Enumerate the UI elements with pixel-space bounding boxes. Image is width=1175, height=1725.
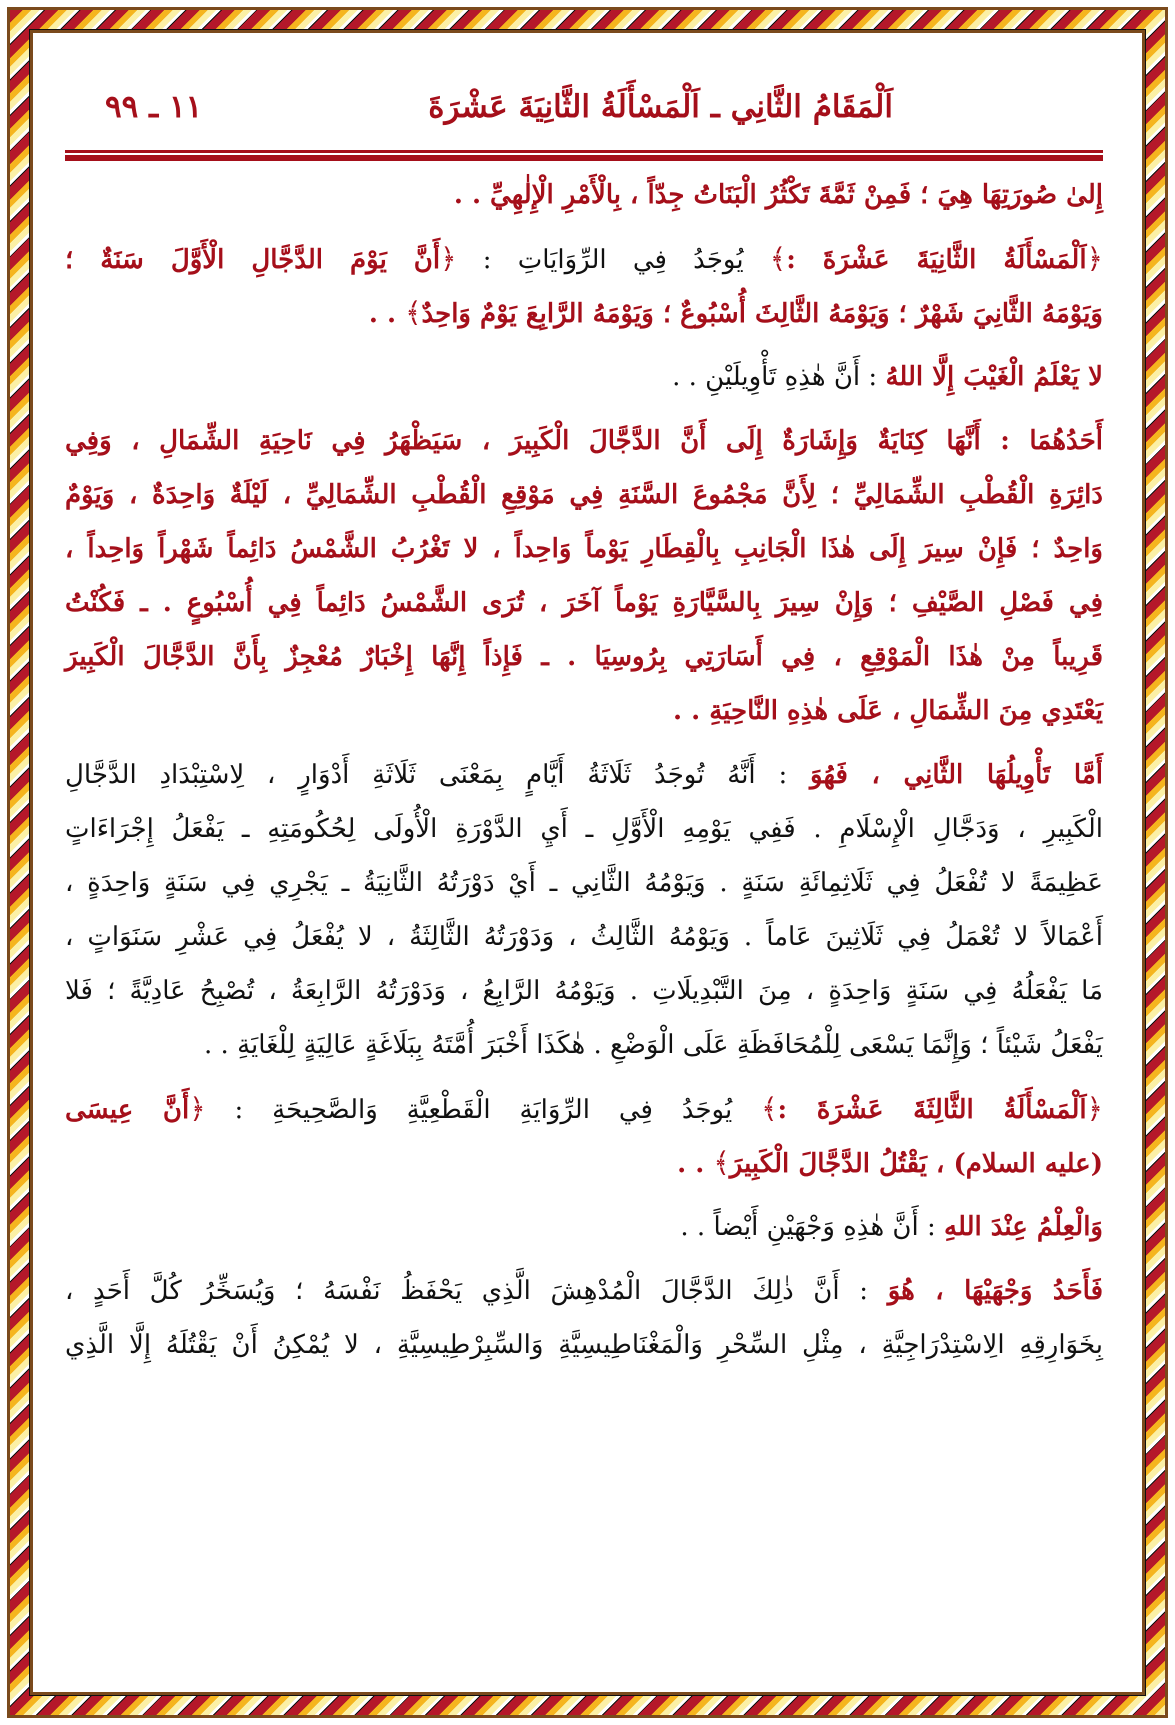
text-line <box>65 1136 1103 1190</box>
text-line <box>65 522 1103 576</box>
ornamental-bracket-icon: ﴿ <box>1086 242 1103 275</box>
ornamental-bracket-icon: ﴿ <box>189 1092 206 1125</box>
ornamental-bracket-icon: ﴾ <box>769 242 787 275</box>
ornamental-bracket-icon: ﴿ <box>440 242 457 275</box>
text-segment: قَرِيباً مِنْ هٰذَا الْمَوْقِعِ ، فِي أَسَارَتِي بِرُوسِيَا . ـ فَإِذاً إِنَّهَا إِخْبَارٌ مُعْجِزٌ بِأَنَّ الدَّجَّالَ الْكَبِيرَ <box>65 642 1103 672</box>
text-line <box>65 1200 1103 1254</box>
text-segment: فِي فَصْلِ الصَّيْفِ ؛ وَإِنْ سِيرَ بِالسَّيَّارَةِ يَوْماً آخَرَ ، تُرَى الشَّمْسُ دَائِماً فِي أُسْبُوعٍ . ـ فَكُنْتُ <box>65 588 1103 618</box>
text-segment: أَعْمَالاً لا تُعْمَلُ فِي ثَلَاثِينَ عَاماً . وَيَوْمُهُ الثَّالِثُ ، وَدَوْرَتُهُ الثَّالِثَةُ ، لا يُفْعَلُ فِي عَشْرِ سَنَوَاتٍ ، <box>65 922 1103 952</box>
text-segment: . . <box>677 1149 714 1179</box>
text-segment: يُوجَدُ فِي الرِّوَايَاتِ : <box>456 245 770 275</box>
text-line <box>65 1264 1103 1318</box>
ornamental-bracket-icon: ﴾ <box>713 1146 730 1179</box>
ornamental-bracket-icon: ﴾ <box>405 296 422 329</box>
text-segment: دَائِرَةِ الْقُطْبِ الشِّمَالِيِّ ؛ لِأَنَّ مَجْمُوعَ السَّنَةِ فِي مَوْقِعِ الْقُطْبِ الشِّمَالِيِّ ، لَيْلَةٌ وَاحِدَةٌ ، وَيَوْمٌ <box>65 480 1103 510</box>
text-line <box>65 1082 1103 1136</box>
text-line <box>65 168 1103 222</box>
body-text <box>65 168 1103 1372</box>
text-segment: عَظِيمَةً لا تُفْعَلُ فِي ثَلَاثِمِائَةِ سَنَةٍ . وَيَوْمُهُ الثَّانِي ـ أَيْ دَوْرَتُهُ الثَّانِيَةُ ـ يَجْرِي فِي سَنَةٍ وَاحِدَةٍ ، <box>65 868 1103 898</box>
text-segment: يَعْتَدِي مِنَ الشِّمَالِ ، عَلَى هٰذِهِ النَّاحِيَةِ . . <box>673 696 1103 726</box>
text-segment: اَلْمَسْأَلَةُ الثَّالِثَةَ عَشْرَةَ : <box>777 1095 1087 1125</box>
text-line <box>65 630 1103 684</box>
text-line <box>65 414 1103 468</box>
text-line <box>65 684 1103 738</box>
running-header <box>65 81 1103 141</box>
text-line <box>65 468 1103 522</box>
text-segment: : أَنَّ هٰذِهِ وَجْهَيْنِ أَيْضاً . . <box>680 1212 945 1242</box>
text-segment: إِلىٰ صُورَتِهَا هِيَ ؛ فَمِنْ ثَمَّةَ تَكْثُرُ الْبَنَاتُ جِدّاً ، بِالْأَمْرِ الْإِلٰهِيِّ . . <box>453 180 1103 210</box>
text-line <box>65 802 1103 856</box>
header-rule-thin <box>65 150 1103 153</box>
text-segment: فَأَحَدُ وَجْهَيْهَا ، هُوَ <box>887 1276 1104 1306</box>
text-line <box>65 1018 1103 1072</box>
text-line <box>65 232 1103 286</box>
ornamental-bracket-icon: ﴾ <box>761 1092 778 1125</box>
text-segment: مَا يَفْعَلُهُ فِي سَنَةٍ وَاحِدَةٍ ، مِنَ التَّبْدِيلَاتِ . وَيَوْمُهُ الرَّابِعُ ، وَدَوْرَتُهُ الرَّابِعَةُ ، تُصْبِحُ عَادِيَّةً ؛ فَلا <box>65 976 1103 1006</box>
text-segment: يَفْعَلُ شَيْئاً ؛ وَإِنَّمَا يَسْعَى لِلْمُحَافَظَةِ عَلَى الْوَضْعِ . هٰكَذَا أَخْبَرَ أُمَّتَهُ بِبَلَاغَةٍ عَالِيَةٍ لِلْغَايَةِ . . <box>204 1030 1103 1060</box>
text-line <box>65 286 1103 340</box>
text-line <box>65 350 1103 404</box>
header-title: اَلْمَقَامُ الثَّانِي ـ اَلْمَسْأَلَةُ الثَّانِيَةَ عَشْرَةَ <box>428 89 893 125</box>
text-segment: (عليه السلام) ، يَقْتُلُ الدَّجَّالَ الْكَبِيرَ <box>729 1149 1103 1179</box>
header-rule-thick <box>65 155 1103 161</box>
text-segment: اَلْمَسْأَلَةُ الثَّانِيَةَ عَشْرَةَ : <box>786 245 1087 275</box>
page <box>33 33 1142 1692</box>
text-segment: أَنَّ عِيسَى <box>65 1095 190 1125</box>
text-segment: لا يَعْلَمُ الْغَيْبَ إِلَّا اللهُ <box>885 362 1103 392</box>
ornamental-bracket-icon: ﴿ <box>1086 1092 1103 1125</box>
text-segment: : أَنَّ ذٰلِكَ الدَّجَّالَ الْمُدْهِشَ الَّذِي يَحْفَظُ نَفْسَهُ ؛ وَيُسَخِّرُ كُلَّ أَحَدٍ ، <box>65 1276 888 1306</box>
text-segment: الْكَبِيرِ ، وَدَجَّالِ الْإِسْلَامِ . فَفِي يَوْمِهِ الْأَوَّلِ ـ أَيِ الدَّوْرَةِ الْأُولَى لِحُكُومَتِهِ ـ يَفْعَلُ إِجْرَاءَاتٍ <box>65 814 1103 844</box>
text-line <box>65 964 1103 1018</box>
text-segment: : أَنَّ هٰذِهِ تَأْوِيلَيْنِ . . <box>672 362 886 392</box>
text-segment: يُوجَدُ فِي الرِّوَايَةِ الْقَطْعِيَّةِ وَالصَّحِيحَةِ : <box>205 1095 762 1125</box>
text-segment: أَحَدُهُمَا : أَنَّهَا كِنَايَةٌ وَإِشَارَةٌ إِلَى أَنَّ الدَّجَّالَ الْكَبِيرَ ، سَيَظْهَرُ فِي نَاحِيَةِ الشِّمَالِ ، وَفِي <box>65 426 1103 456</box>
text-line <box>65 910 1103 964</box>
text-line <box>65 748 1103 802</box>
text-segment: . . <box>368 299 406 329</box>
text-segment: : أَنَّهُ تُوجَدُ ثَلَاثَةُ أَيَّامٍ بِمَعْنَى ثَلَاثَةِ أَدْوَارٍ ، لِاسْتِبْدَادِ الدَّجَّالِ <box>65 760 811 790</box>
page-number: ١١ ـ ٩٩ <box>105 89 203 125</box>
text-segment: وَالْعِلْمُ عِنْدَ اللهِ <box>944 1212 1103 1242</box>
text-segment: أَنَّ يَوْمَ الدَّجَّالِ الْأَوَّلَ سَنَةٌ ؛ <box>65 245 441 275</box>
text-line <box>65 856 1103 910</box>
text-segment: وَيَوْمَهُ الثَّانِيَ شَهْرٌ ؛ وَيَوْمَهُ الثَّالِثَ أُسْبُوعٌ ؛ وَيَوْمَهُ الرَّابِعَ يَوْمٌ وَاحِدٌ <box>421 299 1103 329</box>
text-segment: أَمَّا تَأْوِيلُهَا الثَّانِي ، فَهُوَ <box>810 760 1103 790</box>
text-segment: وَاحِدٌ ؛ فَإِنْ سِيرَ إِلَى هٰذَا الْجَانِبِ بِالْقِطَارِ يَوْماً وَاحِداً ، لا تَغْرُبُ الشَّمْسُ دَائِماً شَهْراً وَاحِداً ، <box>65 534 1103 564</box>
text-line <box>65 1318 1103 1372</box>
text-segment: بِخَوَارِقِهِ الِاسْتِدْرَاجِيَّةِ ، مِثْلِ السِّحْرِ وَالْمَغْنَاطِيسِيَّةِ وَالسِّبِرْطِيسِيَّةِ ، لا يُمْكِنُ أَنْ يَقْتُلَهُ إِلَّا الَّذِي <box>65 1330 1103 1360</box>
text-line <box>65 576 1103 630</box>
